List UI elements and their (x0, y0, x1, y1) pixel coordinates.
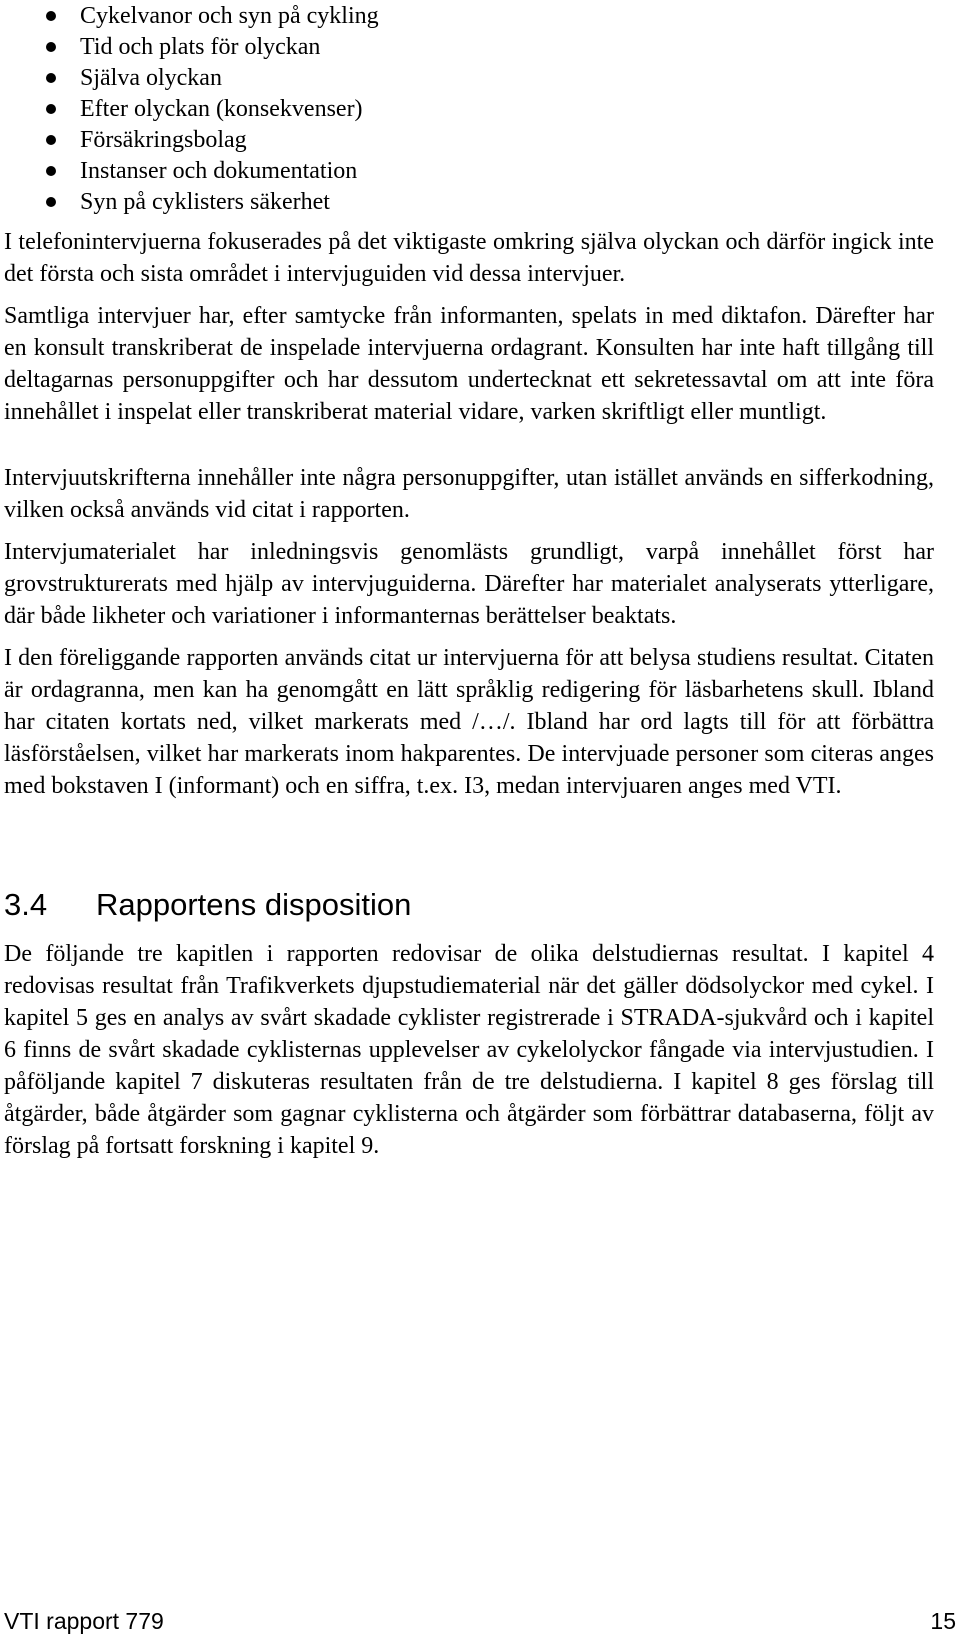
footer-page-number: 15 (930, 1608, 956, 1634)
bullet-icon (46, 135, 56, 145)
page-footer (4, 1606, 956, 1636)
section-number: 3.4 (4, 887, 48, 922)
paragraph-analysis: Intervjumaterialet har inledningsvis genomlästs grundligt, varpå innehållet först har grovstrukturerats med hjälp av intervjuguiderna. Därefter har materialet analyserats ytterligare, där både likheter och variationer i informanternas berättelser beaktats. (4, 539, 934, 629)
bullet-icon (46, 73, 56, 83)
section-title: Rapportens disposition (96, 887, 412, 922)
bullet-icon (46, 11, 56, 21)
paragraph-recording-transcription: Samtliga intervjuer har, efter samtycke från informanten, spelats in med diktafon. Därefter har en konsult transkriberat de inspelade intervjuerna ordagrant. Konsulten har inte haft tillgång till deltagarnas personuppgifter och har dessutom undertecknat ett sekretessavtal om att inte föra innehållet i inspelat eller transkriberat material vidare, varken skriftligt eller muntligt. (4, 303, 934, 425)
list-item-text: Syn på cyklisters säkerhet (80, 189, 330, 215)
list-item-text: Cykelvanor och syn på cykling (80, 3, 379, 29)
paragraph-telephone-interviews: I telefonintervjuerna fokuserades på det viktigaste omkring själva olyckan och därför ingick inte det första och sista området i intervjuguiden vid dessa intervjuer. (4, 229, 934, 287)
list-item-text: Tid och plats för olyckan (80, 34, 321, 60)
footer-report-name: VTI rapport 779 (4, 1608, 164, 1634)
bullet-icon (46, 104, 56, 114)
paragraph-coding: Intervjuutskrifterna innehåller inte några personuppgifter, utan istället används en sifferkodning, vilken också används vid citat i rapporten. (4, 465, 934, 523)
list-item-text: Själva olyckan (80, 65, 222, 91)
section-heading (4, 886, 411, 924)
bullet-icon (46, 42, 56, 52)
paragraph-disposition: De följande tre kapitlen i rapporten redovisar de olika delstudiernas resultat. I kapitel 4 redovisas resultat från Trafikverkets djupstudiematerial när det gäller dödsolyckor med cykel. I kapitel 5 ges en analys av svårt skadade cyklister registrerade i STRADA-sjukvård och i kapitel 6 finns de svårt skadade cyklisternas upplevelser av cykelolyckor fångade via intervjustudien. I påföljande kapitel 7 diskuteras resultaten från de tre delstudierna. I kapitel 8 ges förslag till åtgärder, både åtgärder som gagnar cyklisterna och åtgärder som förbättrar databaserna, följt av förslag på fortsatt forskning i kapitel 9. (4, 941, 934, 1159)
paragraph-quotations: I den föreliggande rapporten används citat ur intervjuerna för att belysa studiens resultat. Citaten är ordagranna, men kan ha genomgått en lätt språklig redigering för läsbarhetens skull. Ibland har citaten kortats ned, vilket markerats med /…/. Ibland har ord lagts till för att förbättra läsförståelsen, vilket har markerats inom hakparentes. De intervjuade personer som citeras anges med bokstaven I (informant) och en siffra, t.ex. I3, medan intervjuaren anges med VTI. (4, 645, 934, 799)
list-item-text: Försäkringsbolag (80, 127, 247, 153)
bullet-icon (46, 197, 56, 207)
bullet-icon (46, 166, 56, 176)
list-item-text: Efter olyckan (konsekvenser) (80, 96, 363, 122)
list-item-text: Instanser och dokumentation (80, 158, 358, 184)
